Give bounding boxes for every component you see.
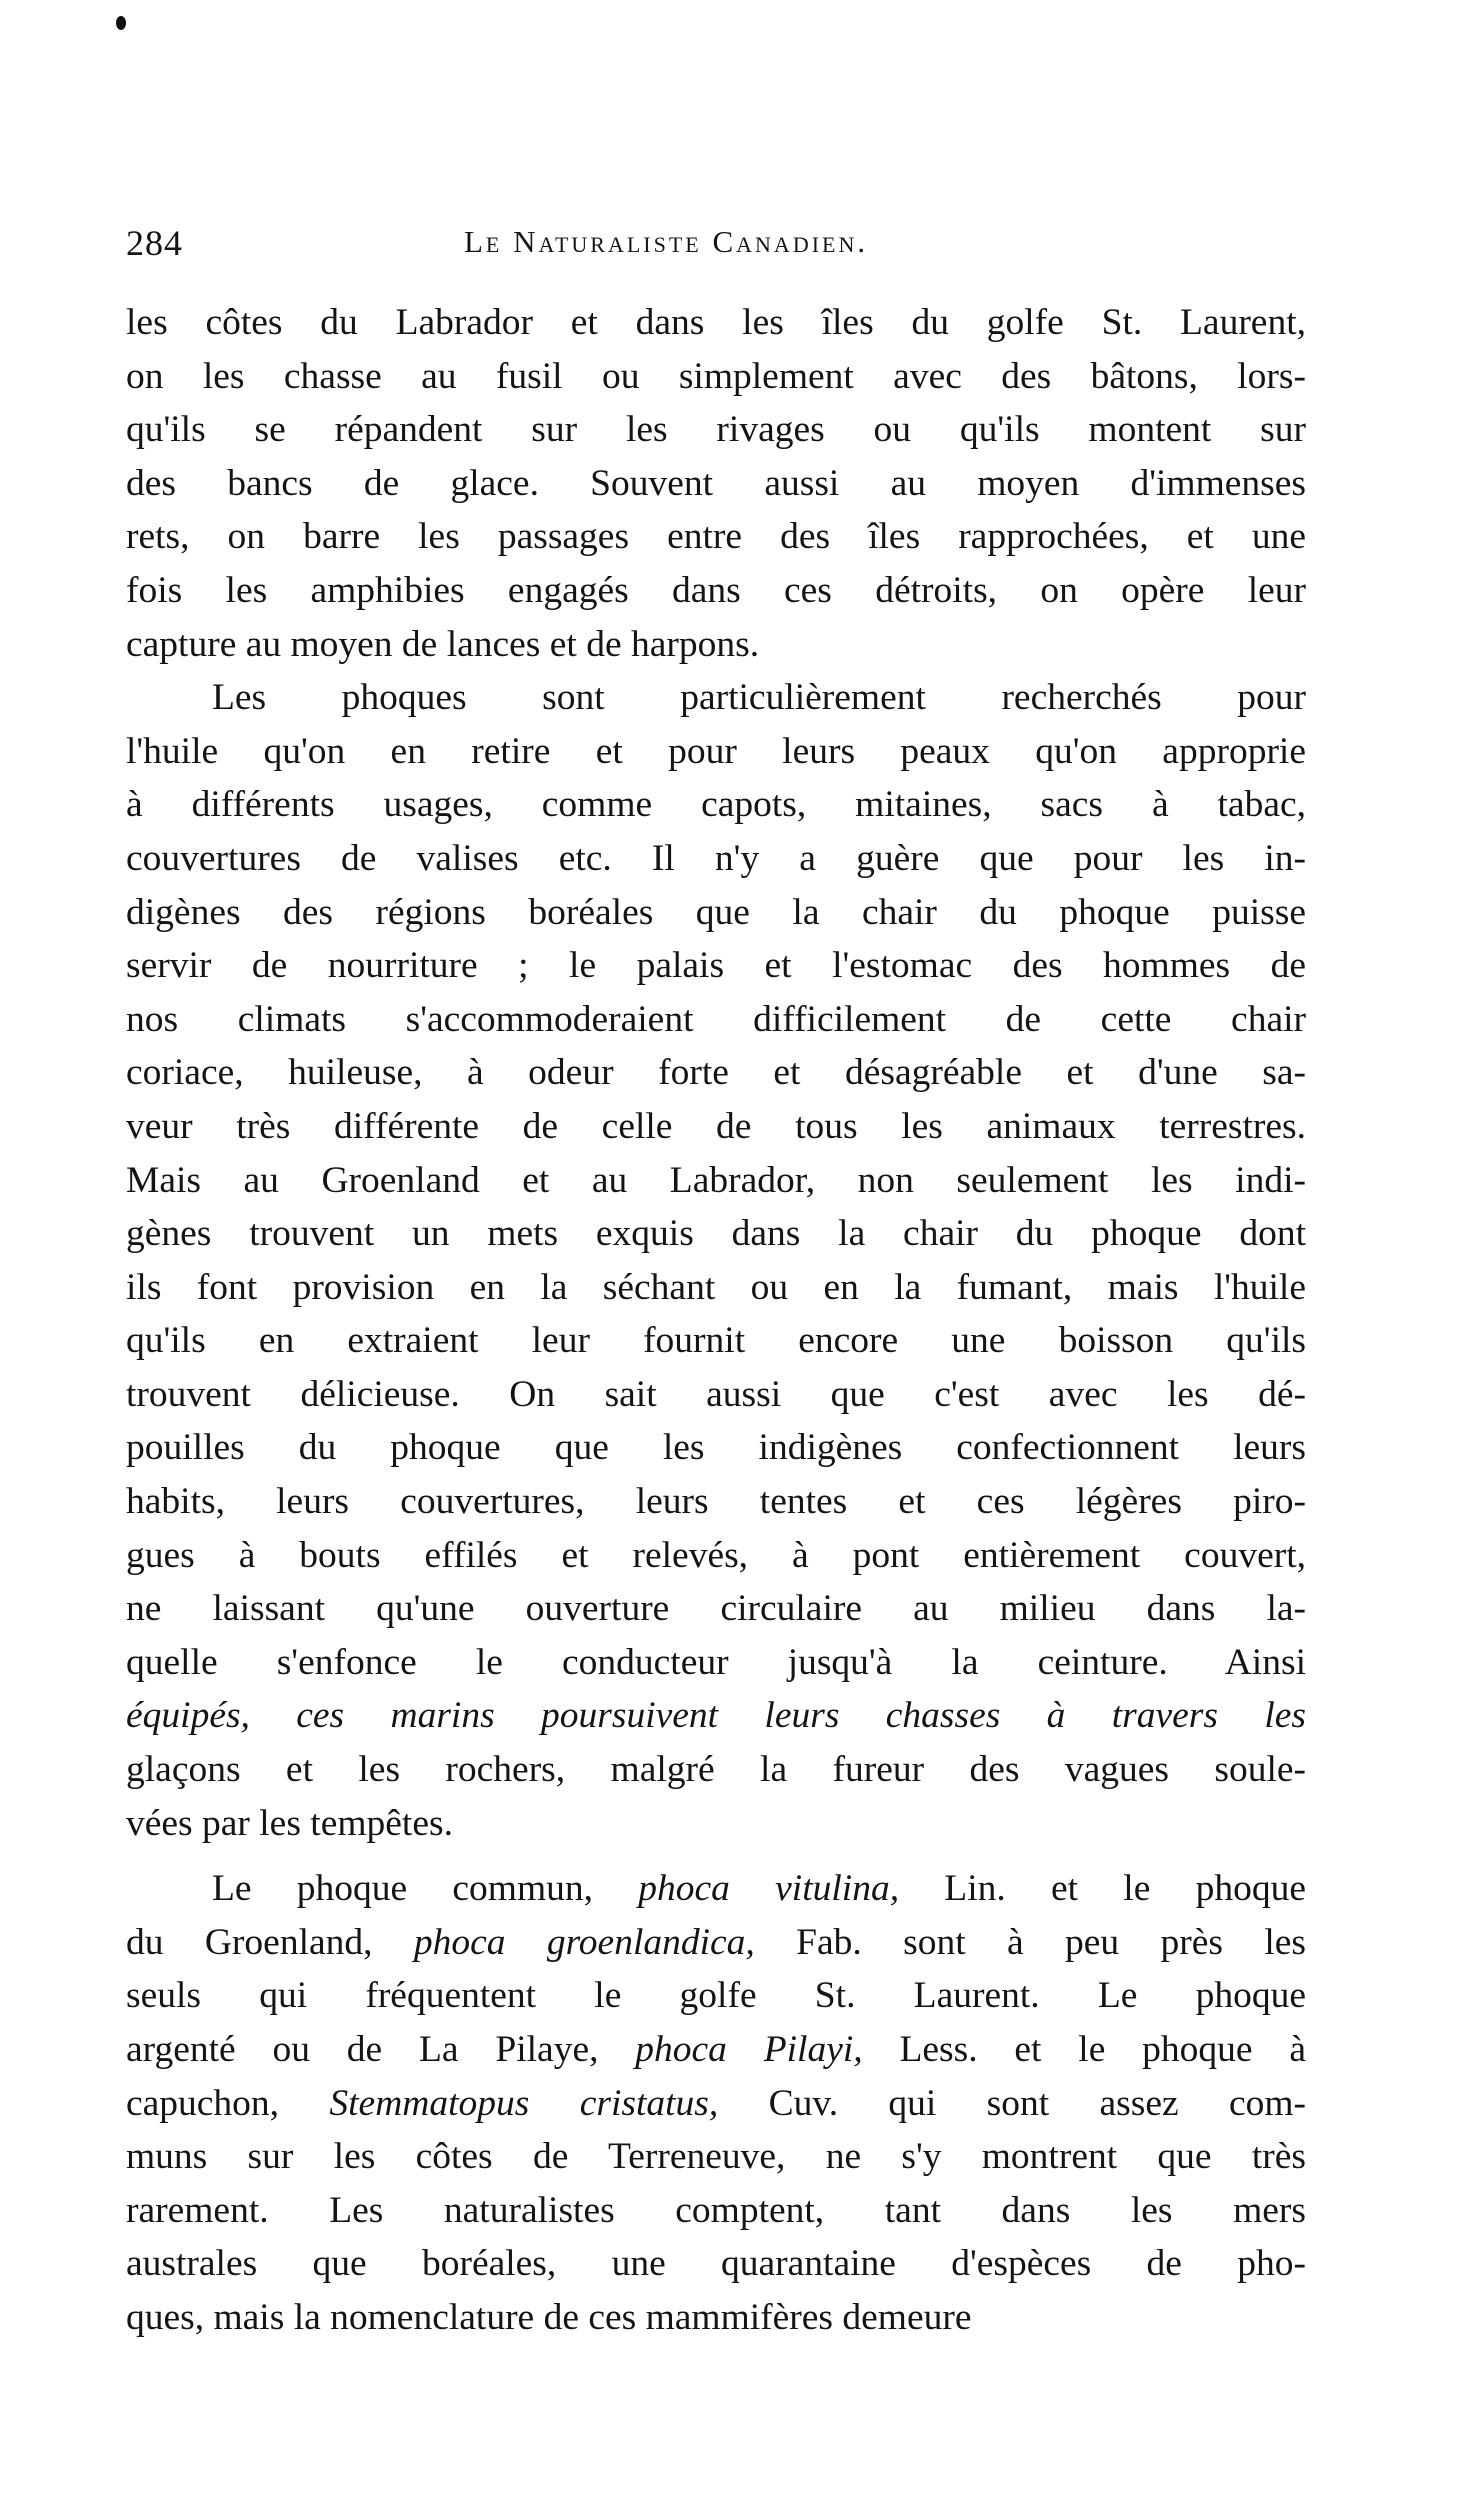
text-segment: capuchon, (126, 2082, 330, 2124)
paragraph-gap (126, 1850, 1306, 1862)
text-line (126, 350, 1306, 404)
italic-text: équipés, ces marins poursuivent leurs chasses à travers les (126, 1695, 1306, 1737)
text-segment: australes que boréales, une quarantaine d'espèces de pho- (126, 2243, 1306, 2285)
text-line (126, 1421, 1306, 1475)
text-segment: servir de nourriture ; le palais et l'estomac des hommes de (126, 945, 1306, 987)
page-header (126, 222, 1306, 272)
text-segment: gènes trouvent un mets exquis dans la chair du phoque dont (126, 1213, 1306, 1255)
text-segment: Less. et le phoque à (862, 2029, 1307, 2070)
text-segment: capture au moyen de lances et de harpons. (126, 623, 760, 665)
text-line (126, 993, 1306, 1047)
text-segment: seuls qui fréquentent le golfe St. Laurent. Le phoque (126, 1975, 1306, 2017)
text-line (126, 1475, 1306, 1529)
italic-text: phoca groenlandica, (413, 1921, 755, 1963)
text-line (126, 1207, 1306, 1261)
text-line (126, 1046, 1306, 1100)
text-line (126, 1154, 1306, 1208)
text-segment: fois les amphibies engagés dans ces détroits, on opère leur (126, 569, 1306, 611)
text-segment: Les phoques sont particulièrement recherchés pour (212, 677, 1306, 719)
text-segment: Cuv. qui sont assez com- (718, 2082, 1306, 2124)
text-line (126, 1797, 1306, 1851)
text-segment: pouilles du phoque que les indigènes confectionnent leurs (126, 1427, 1306, 1469)
text-segment: quelle s'enfonce le conducteur jusqu'à la ceinture. Ainsi (126, 1641, 1306, 1683)
text-line (126, 832, 1306, 886)
text-line (126, 2184, 1306, 2238)
text-line (126, 2291, 1306, 2345)
text-segment: Le phoque commun, (212, 1868, 639, 1910)
text-line (126, 2130, 1306, 2184)
italic-text: phoca Pilayi, (635, 2029, 863, 2070)
text-line (126, 725, 1306, 779)
text-segment: glaçons et les rochers, malgré la fureur des vagues soule- (126, 1749, 1306, 1791)
text-segment: à différents usages, comme capots, mitaines, sacs à tabac, (126, 784, 1306, 826)
text-segment: muns sur les côtes de Terreneuve, ne s'y montrent que très (126, 2136, 1306, 2178)
text-line (126, 1862, 1306, 1916)
text-line (126, 886, 1306, 940)
text-line (126, 778, 1306, 832)
body-text (126, 296, 1306, 2345)
page-number: 284 (126, 223, 183, 263)
text-line (126, 403, 1306, 457)
text-line (126, 1743, 1306, 1797)
text-segment: Mais au Groenland et au Labrador, non seulement les indi- (126, 1159, 1306, 1201)
text-segment: veur très différente de celle de tous les animaux terrestres. (126, 1105, 1306, 1147)
text-segment: rets, on barre les passages entre des îles rapprochées, et une (126, 516, 1306, 558)
text-segment: vées par les tempêtes. (126, 1802, 453, 1844)
text-segment: l'huile qu'on en retire et pour leurs peaux qu'on approprie (126, 730, 1306, 772)
text-line (126, 2237, 1306, 2291)
text-line (126, 510, 1306, 564)
text-segment: gues à bouts effilés et relevés, à pont entièrement couvert, (126, 1534, 1306, 1576)
text-segment: les côtes du Labrador et dans les îles du golfe St. Laurent, (126, 302, 1306, 343)
text-line (126, 1582, 1306, 1636)
text-line (126, 1689, 1306, 1743)
text-line (126, 296, 1306, 350)
text-segment: qu'ils se répandent sur les rivages ou qu'ils montent sur (126, 409, 1306, 451)
text-line (126, 1916, 1306, 1970)
text-segment: des bancs de glace. Souvent aussi au moyen d'immenses (126, 462, 1306, 504)
italic-text: phoca vitulina, (638, 1868, 900, 1910)
text-line (126, 564, 1306, 618)
text-line (126, 618, 1306, 672)
text-line (126, 1314, 1306, 1368)
text-segment: habits, leurs couvertures, leurs tentes et ces légères piro- (126, 1481, 1306, 1523)
print-speck (116, 16, 126, 30)
text-line (126, 671, 1306, 725)
text-segment: rarement. Les naturalistes comptent, tant dans les mers (126, 2189, 1306, 2231)
text-line (126, 1100, 1306, 1154)
text-line (126, 457, 1306, 511)
text-segment: trouvent délicieuse. On sait aussi que c'est avec les dé- (126, 1373, 1306, 1415)
text-segment: ne laissant qu'une ouverture circulaire au milieu dans la- (126, 1588, 1306, 1630)
text-line (126, 939, 1306, 993)
text-line (126, 1261, 1306, 1315)
italic-text: Stemmatopus cristatus, (329, 2082, 719, 2124)
text-segment: coriace, huileuse, à odeur forte et désagréable et d'une sa- (126, 1052, 1306, 1094)
running-head: Le Naturaliste Canadien. (464, 224, 869, 259)
text-segment: argenté ou de La Pilaye, (126, 2029, 636, 2070)
text-segment: Lin. et le phoque (899, 1868, 1306, 1910)
text-segment: du Groenland, (126, 1921, 414, 1963)
text-segment: Fab. sont à peu près les (754, 1921, 1306, 1963)
text-line (126, 1636, 1306, 1690)
text-line (126, 1529, 1306, 1583)
text-segment: couvertures de valises etc. Il n'y a guère que pour les in- (126, 837, 1306, 879)
text-line (126, 1969, 1306, 2023)
text-segment: qu'ils en extraient leur fournit encore une boisson qu'ils (126, 1320, 1306, 1362)
text-segment: nos climats s'accommoderaient difficilement de cette chair (126, 998, 1306, 1040)
text-segment: ques, mais la nomenclature de ces mammifères demeure (126, 2296, 972, 2338)
text-segment: on les chasse au fusil ou simplement avec des bâtons, lors- (126, 355, 1306, 397)
text-segment: ils font provision en la séchant ou en la fumant, mais l'huile (126, 1266, 1306, 1308)
text-line (126, 2023, 1306, 2077)
text-line (126, 1368, 1306, 1422)
text-segment: digènes des régions boréales que la chair du phoque puisse (126, 891, 1306, 933)
text-line (126, 2077, 1306, 2131)
